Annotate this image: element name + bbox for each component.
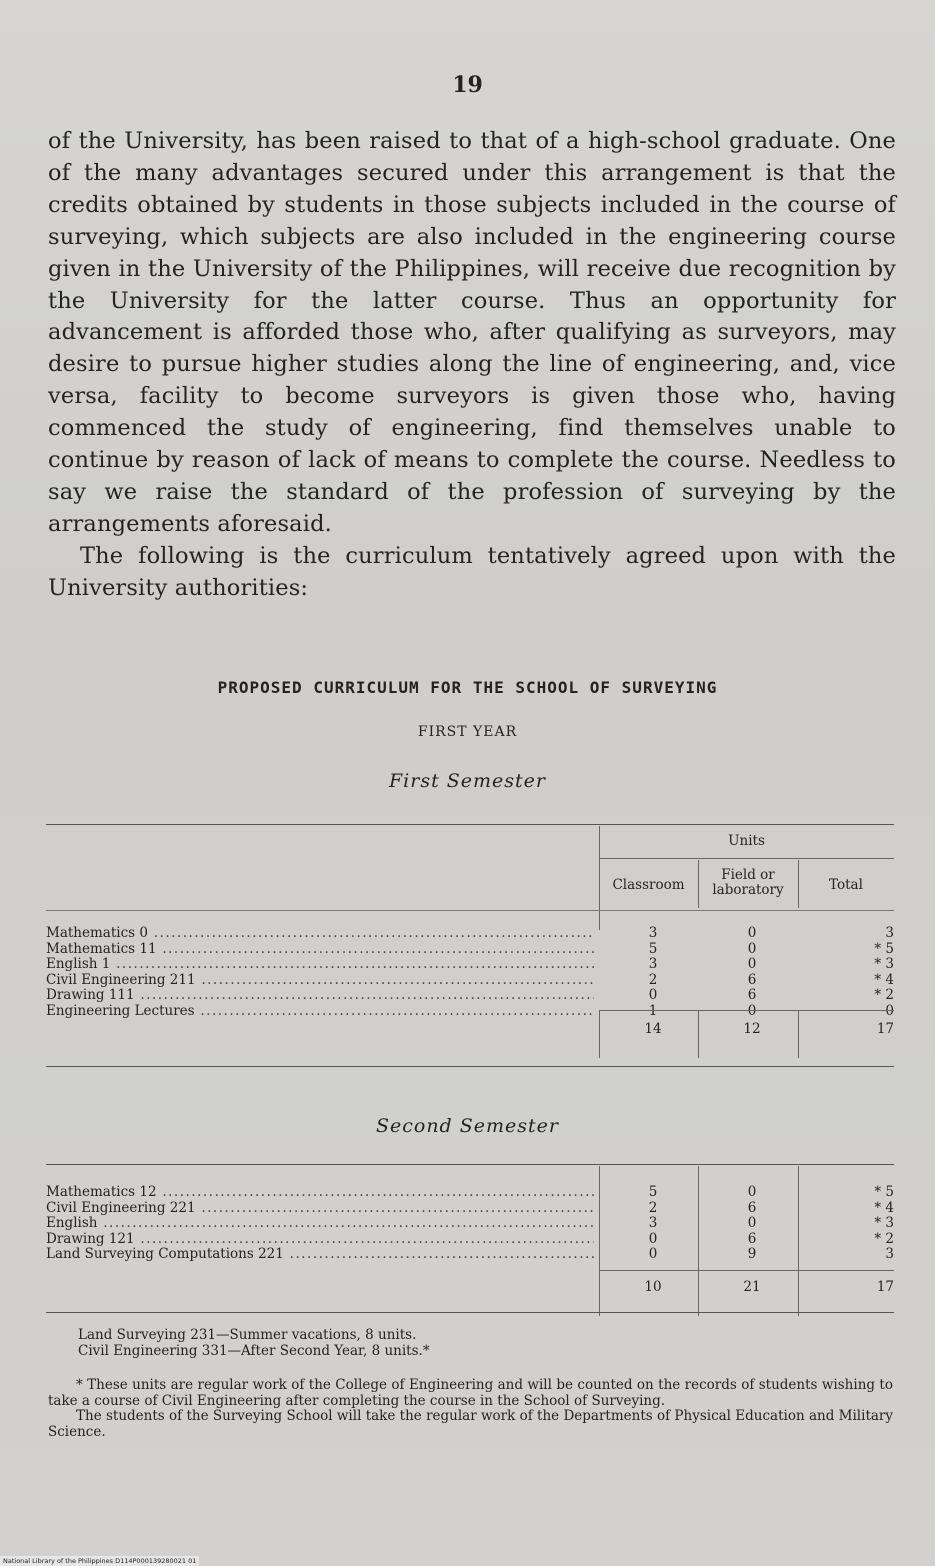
footnote-1: * These units are regular work of the College of Engineering and will be counted on the records of students wishing to take a course of Civil Engineering after completing the course in the School of Surveying.	[48, 1377, 893, 1409]
summer-note-1: Land Surveying 231—Summer vacations, 8 units.	[78, 1327, 417, 1343]
classroom-cell: 3	[648, 956, 658, 973]
subject-cell: Drawing 121 .....	[46, 1231, 594, 1247]
total-field: 21	[743, 1279, 761, 1295]
footnotes	[48, 1378, 893, 1440]
total-cell: 0	[885, 1003, 894, 1019]
summer-note-2: Civil Engineering 331—After Second Year, 8 units.*	[78, 1342, 430, 1359]
table-top-rule	[46, 1164, 894, 1165]
field-cell: 0	[747, 925, 757, 941]
total-total: 17	[876, 1021, 894, 1037]
field-cell: 6	[747, 1230, 757, 1247]
subject-cell: Civil Engineering 221 .....	[46, 1200, 594, 1216]
table-row	[46, 1231, 894, 1247]
field-cell: 0	[747, 1003, 757, 1019]
paragraph-2: The following is the curriculum tentatively agreed upon with the University authorities:	[48, 542, 896, 601]
field-cell: 0	[747, 1215, 757, 1232]
total-cell: * 2	[874, 987, 894, 1004]
curriculum-title: PROPOSED CURRICULUM FOR THE SCHOOL OF SURVEYING	[217, 678, 718, 697]
field-cell: 6	[747, 1199, 757, 1216]
table-row	[46, 972, 894, 988]
subject-cell: Engineering Lectures .....	[46, 1003, 594, 1019]
total-total: 17	[876, 1279, 894, 1295]
classroom-header: Classroom	[612, 877, 685, 893]
body-text	[48, 126, 896, 605]
total-cell: * 3	[874, 956, 894, 973]
paragraph-1: of the University, has been raised to that of a high-school graduate. One of the many advantages secured under this arrangement is that the credits obtained by students in those subjects included in the course of surveying, which subjects are also included in the engineering course given in the University of the Philippines, will receive due recognition by the University for the latter course. Thus an opportunity for advancement is afforded those who, after qualifying as surveyors, may desire to pursue higher studies along the line of engineering, and, vice versa, facility to become surveyors is given those who, having commenced the study of engineering, find themselves unable to continue by reason of lack of means to complete the course. Needless to say we raise the standard of the profession of surveying by the arrangements aforesaid.	[48, 128, 896, 537]
total-cell: * 4	[874, 1199, 894, 1216]
col-divider-1	[698, 860, 699, 908]
classroom-cell: 5	[648, 940, 658, 957]
footnote-2: The students of the Surveying School will take the regular work of the Departments of Physical Education and Military Science.	[48, 1408, 893, 1440]
total-header: Total	[829, 877, 863, 893]
subject-cell: Mathematics 0 .....	[46, 925, 594, 941]
table-row	[46, 1200, 894, 1216]
field-cell: 9	[747, 1246, 757, 1263]
year-title: FIRST YEAR	[417, 724, 518, 740]
total-cell: 3	[885, 925, 894, 941]
total-cell: * 3	[874, 1215, 894, 1232]
table-row	[46, 956, 894, 972]
classroom-cell: 0	[648, 1246, 658, 1263]
subject-cell: English .....	[46, 1215, 594, 1231]
totals-row	[46, 1278, 894, 1296]
subject-cell: English 1 .....	[46, 956, 594, 972]
page-number: 19	[452, 72, 483, 98]
field-cell: 0	[747, 1184, 757, 1200]
classroom-cell: 5	[648, 1184, 658, 1200]
classroom-cell: 1	[648, 1003, 658, 1019]
table-row	[46, 987, 894, 1003]
classroom-cell: 3	[648, 925, 658, 941]
total-cell: * 4	[874, 971, 894, 988]
table-bottom-rule	[46, 1312, 894, 1313]
totals-row	[46, 1020, 894, 1038]
subject-cell: Mathematics 11 .....	[46, 941, 594, 957]
totals-rule	[599, 1010, 894, 1011]
classroom-cell: 0	[648, 987, 658, 1004]
table-row	[46, 1215, 894, 1231]
summer-notes	[78, 1328, 893, 1359]
field-cell: 0	[747, 940, 757, 957]
total-cell: * 2	[874, 1230, 894, 1247]
field-cell: 6	[747, 971, 757, 988]
units-rule	[599, 858, 894, 859]
total-cell: 3	[885, 1246, 894, 1263]
subject-cell: Mathematics 12 .....	[46, 1184, 594, 1200]
library-credit: National Library of the Philippines D114P000139280021 01	[0, 1556, 199, 1566]
units-header: Units	[728, 833, 765, 849]
field-header: Field or laboratory	[712, 867, 784, 898]
total-cell: * 5	[874, 940, 894, 957]
classroom-cell: 2	[648, 1199, 658, 1216]
table-top-rule	[46, 824, 894, 825]
totals-rule	[599, 1270, 894, 1271]
first-semester-table	[46, 820, 894, 1080]
table-row	[46, 941, 894, 957]
field-cell: 6	[747, 987, 757, 1004]
subject-cell: Civil Engineering 211 .....	[46, 972, 594, 988]
classroom-cell: 2	[648, 971, 658, 988]
second-semester-title: Second Semester	[375, 1115, 559, 1137]
table-row	[46, 925, 894, 941]
field-cell: 0	[747, 956, 757, 973]
table-row	[46, 1246, 894, 1262]
header-bottom-rule	[46, 910, 894, 911]
subject-cell: Land Surveying Computations 221 .....	[46, 1246, 594, 1262]
subject-cell: Drawing 111 .....	[46, 987, 594, 1003]
total-cell: * 5	[874, 1184, 894, 1200]
second-semester-table	[46, 1160, 894, 1320]
table-bottom-rule	[46, 1066, 894, 1067]
table-row	[46, 1003, 894, 1019]
first-semester-title: First Semester	[388, 770, 546, 792]
classroom-cell: 0	[648, 1230, 658, 1247]
classroom-cell: 3	[648, 1215, 658, 1232]
total-classroom: 14	[644, 1021, 662, 1037]
total-field: 12	[743, 1021, 761, 1037]
table-row	[46, 1184, 894, 1200]
total-classroom: 10	[644, 1279, 662, 1295]
